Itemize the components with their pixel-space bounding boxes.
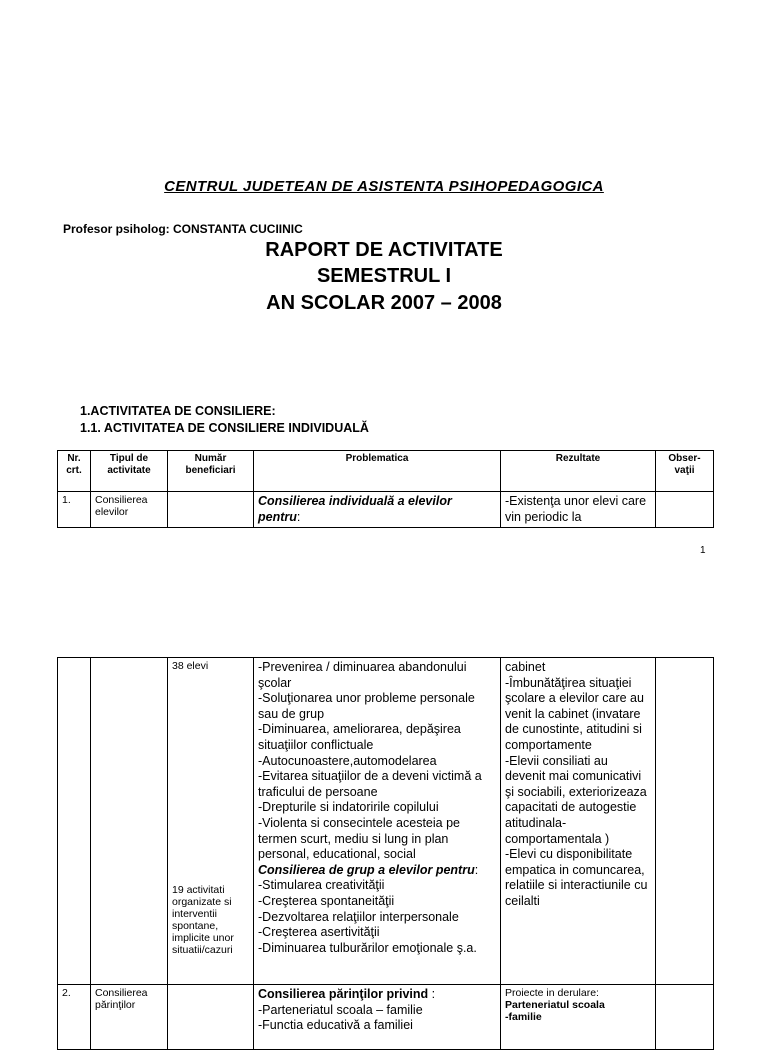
cell-tip: Consilierea elevilor: [91, 492, 168, 528]
problematica-item: -Prevenirea / diminuarea abandonului şcolar: [258, 660, 467, 690]
grup-item: -Creşterea spontaneităţii: [258, 893, 395, 908]
cell-numar: [168, 658, 254, 985]
cell-problematica: [254, 985, 501, 1050]
header-rezultate: Rezultate: [501, 451, 656, 492]
grup-colon: :: [474, 862, 479, 877]
proiecte-intro: Proiecte in derulare:: [505, 987, 599, 999]
cell-numar: [168, 985, 254, 1050]
numar-activitati: 19 activitati organizate si interventii spontane, implicite unor situatii/cazuri: [172, 884, 234, 956]
cell-problematica: [254, 492, 501, 528]
cell-tip: [91, 658, 168, 985]
parinti-colon: :: [428, 987, 436, 1001]
rezultate-item: cabinet: [505, 660, 546, 674]
report-year: AN SCOLAR 2007 – 2008: [266, 292, 502, 314]
problematica-item: -Soluţionarea unor probleme personale sau de grup: [258, 691, 475, 721]
problematica-colon: :: [296, 509, 301, 524]
cell-nr: 1.: [58, 492, 91, 528]
professor-name: Profesor psiholog: CONSTANTA CUCIINIC: [63, 222, 303, 236]
cell-observatii: [656, 492, 714, 528]
numar-elevi: 38 elevi: [172, 660, 209, 672]
grup-item: -Dezvoltarea relaţiilor interpersonale: [258, 909, 459, 924]
grup-heading: Consilierea de grup a elevilor pentru: [258, 862, 475, 877]
parinti-item: -Parteneriatul scoala – familie: [258, 1002, 423, 1017]
rezultate-item: -Îmbunătăţirea situaţiei şcolare a elevilor care au venit la cabinet (invatare de cunostinte, atitudini si comportamente: [505, 675, 644, 752]
grup-item: -Creşterea asertivităţii: [258, 925, 380, 940]
parinti-item: -Functia educativă a familiei: [258, 1018, 413, 1033]
proiect-title: Parteneriatul scoala: [505, 999, 605, 1011]
proiect-title-cont: -familie: [505, 1011, 542, 1023]
problematica-heading: Consilierea individuală a elevilor pentru: [258, 494, 452, 524]
cell-problematica: [254, 658, 501, 985]
page-number: 1: [700, 545, 706, 556]
problematica-item: -Diminuarea, ameliorarea, depăşirea situaţiilor conflictuale: [258, 722, 461, 752]
cell-rezultate: [501, 985, 656, 1050]
problematica-item: -Autocunoastere,automodelarea: [258, 753, 437, 768]
cell-numar: [168, 492, 254, 528]
rezultate-item: -Elevii consiliati au devenit mai comunicativi şi sociabili, exteriorizeaza capacitati de autogestie atitudinala-comportamentala ): [505, 753, 647, 846]
header-nr: Nr. crt.: [58, 451, 91, 492]
header-problematica: Problematica: [254, 451, 501, 492]
activity-table-page1: [57, 450, 714, 528]
cell-nr: [58, 658, 91, 985]
cell-tip: Consilierea părinţilor: [91, 985, 168, 1050]
cell-rezultate: -Existenţa unor elevi care vin periodic la: [501, 492, 656, 528]
table-row: [58, 985, 714, 1050]
report-semester: SEMESTRUL I: [316, 265, 452, 287]
header-tip: Tipul de activitate: [91, 451, 168, 492]
table-header-row: [58, 451, 714, 492]
problematica-item: -Violenta si consecintele acesteia pe termen scurt, mediu si lung in plan personal, educational, social: [258, 815, 460, 862]
problematica-item: -Evitarea situaţiilor de a deveni victimă a traficului de persoane: [258, 769, 482, 799]
table-row: [58, 492, 714, 528]
grup-item: -Diminuarea tulburărilor emoţionale ş.a.: [258, 940, 477, 955]
report-title: RAPORT DE ACTIVITATE: [265, 239, 503, 261]
header-numar: Număr beneficiari: [168, 451, 254, 492]
activity-table-page2: [57, 657, 714, 1050]
cell-observatii: [656, 658, 714, 985]
cell-rezultate: [501, 658, 656, 985]
header-observatii: Obser-vaţii: [656, 451, 714, 492]
rezultate-item: -Elevi cu disponibilitate empatica in comuncarea, relatiile si interactiunile cu ceilalti: [505, 847, 648, 908]
cell-observatii: [656, 985, 714, 1050]
problematica-item: -Drepturile si indatoririle copilului: [258, 800, 439, 815]
table-row: [58, 658, 714, 985]
parinti-heading: Consilierea părinţilor privind: [258, 987, 429, 1001]
subsection-heading: 1.1. ACTIVITATEA DE CONSILIERE INDIVIDUALĂ: [80, 421, 369, 435]
grup-item: -Stimularea creativităţii: [258, 878, 385, 893]
section-heading: 1.ACTIVITATEA DE CONSILIERE:: [80, 404, 276, 418]
institution-header: CENTRUL JUDETEAN DE ASISTENTA PSIHOPEDAGOGICA: [164, 178, 604, 195]
cell-nr: 2.: [58, 985, 91, 1050]
